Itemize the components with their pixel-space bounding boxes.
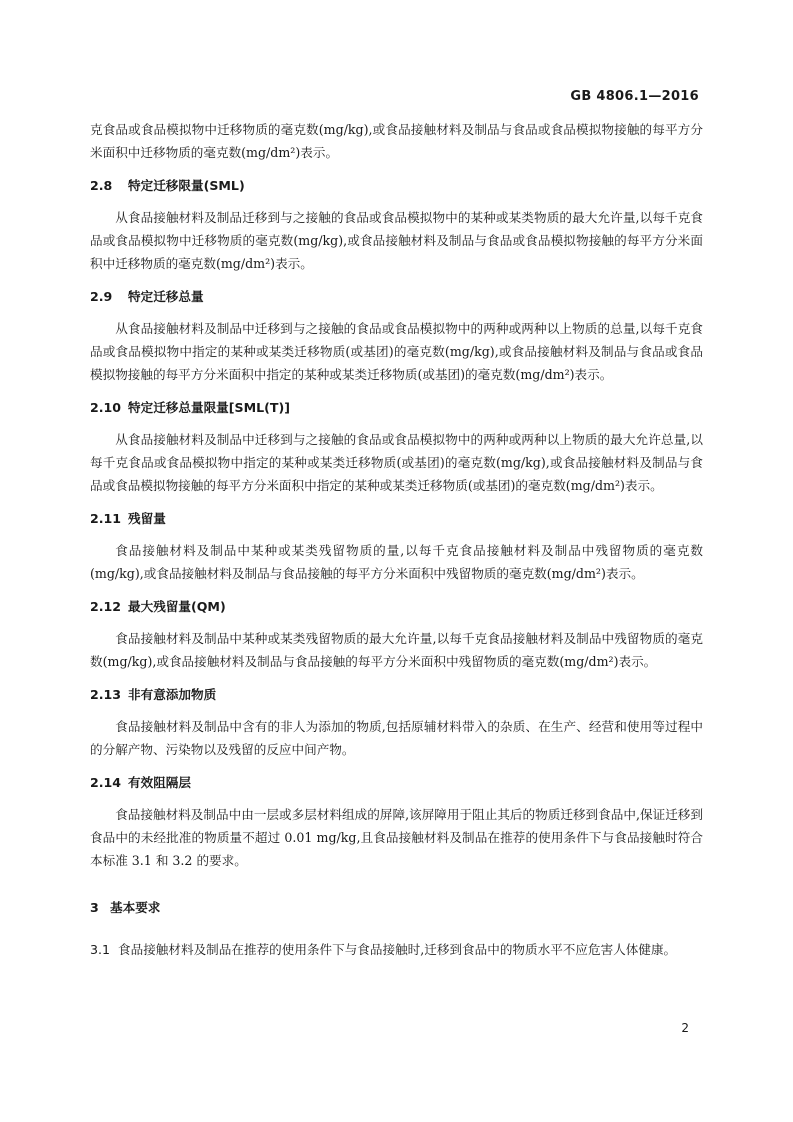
section-number: 2.14 [90,775,122,790]
section-title: 特定迁移限量(SML) [128,178,245,193]
section-heading [90,396,703,419]
section-title: 残留量 [128,511,166,526]
chapter-number: 3 [90,900,99,915]
section-text: 食品接触材料及制品中某种或某类残留物质的量,以每千克食品接触材料及制品中残留物质的毫克数(mg/kg),或食品接触材料及制品与食品接触的每平方分米面积中残留物质的毫克数(mg/dm²)表示。 [90,543,703,581]
chapter-heading [90,896,703,919]
standard-code: GB 4806.1—2016 [570,89,699,104]
document-body [90,118,703,961]
clause-3-1 [90,938,703,961]
section-title: 最大残留量(QM) [128,599,226,614]
section-title: 有效阻隔层 [128,775,191,790]
clause-text: 食品接触材料及制品在推荐的使用条件下与食品接触时,迁移到食品中的物质水平不应危害人体健康。 [118,942,677,957]
section-text: 食品接触材料及制品中某种或某类残留物质的最大允许量,以每千克食品接触材料及制品中残留物质的毫克数(mg/kg),或食品接触材料及制品与食品接触的每平方分米面积中残留物质的毫克数(mg/dm²)表示。 [90,631,703,669]
section-number: 2.8 [90,178,113,193]
section-text: 从食品接触材料及制品中迁移到与之接触的食品或食品模拟物中的两种或两种以上物质的总量,以每千克食品或食品模拟物中指定的某种或某类迁移物质(或基团)的毫克数(mg/kg),或食品接触材料及制品与食品或食品模拟物接触的每平方分米面积中指定的某种或某类迁移物质(或基团)的毫克数(mg/dm²)表示。 [90,321,703,382]
section-heading [90,507,703,530]
clause-number: 3.1 [90,942,111,957]
intro-continuation: 克食品或食品模拟物中迁移物质的毫克数(mg/kg),或食品接触材料及制品与食品或食品模拟物接触的每平方分米面积中迁移物质的毫克数(mg/dm²)表示。 [90,122,703,160]
section-number: 2.10 [90,400,122,415]
section-title: 特定迁移总量 [128,289,204,304]
section-2-8 [90,174,703,275]
section-2-9 [90,285,703,386]
section-heading [90,595,703,618]
section-number: 2.13 [90,687,122,702]
section-2-13 [90,683,703,761]
section-text: 从食品接触材料及制品迁移到与之接触的食品或食品模拟物中的某种或某类物质的最大允许量,以每千克食品或食品模拟物中迁移物质的毫克数(mg/kg),或食品接触材料及制品与食品或食品模拟物接触的每平方分米面积中迁移物质的毫克数(mg/dm²)表示。 [90,210,703,271]
section-heading [90,285,703,308]
section-number: 2.9 [90,289,113,304]
section-title: 非有意添加物质 [128,687,217,702]
section-2-14 [90,771,703,872]
section-title: 特定迁移总量限量[SML(T)] [128,400,290,415]
section-2-12 [90,595,703,673]
section-heading [90,771,703,794]
section-heading [90,683,703,706]
section-text: 从食品接触材料及制品中迁移到与之接触的食品或食品模拟物中的两种或两种以上物质的最大允许总量,以每千克食品或食品模拟物中指定的某种或某类迁移物质(或基团)的毫克数(mg/kg),或食品接触材料及制品与食品或食品模拟物接触的每平方分米面积中指定的某种或某类迁移物质(或基团)的毫克数(mg/dm²)表示。 [90,432,703,493]
section-text: 食品接触材料及制品中由一层或多层材料组成的屏障,该屏障用于阻止其后的物质迁移到食品中,保证迁移到食品中的未经批准的物质量不超过 0.01 mg/kg,且食品接触材料及制品在推荐的使用条件下与食品接触时符合本标准 3.1 和 3.2 的要求。 [90,807,703,868]
section-heading [90,174,703,197]
section-2-10 [90,396,703,497]
section-number: 2.12 [90,599,122,614]
chapter-title: 基本要求 [110,900,161,915]
page-number: 2 [681,1021,689,1035]
section-text: 食品接触材料及制品中含有的非人为添加的物质,包括原辅材料带入的杂质、在生产、经营和使用等过程中的分解产物、污染物以及残留的反应中间产物。 [90,719,703,757]
section-number: 2.11 [90,511,122,526]
section-2-11 [90,507,703,585]
